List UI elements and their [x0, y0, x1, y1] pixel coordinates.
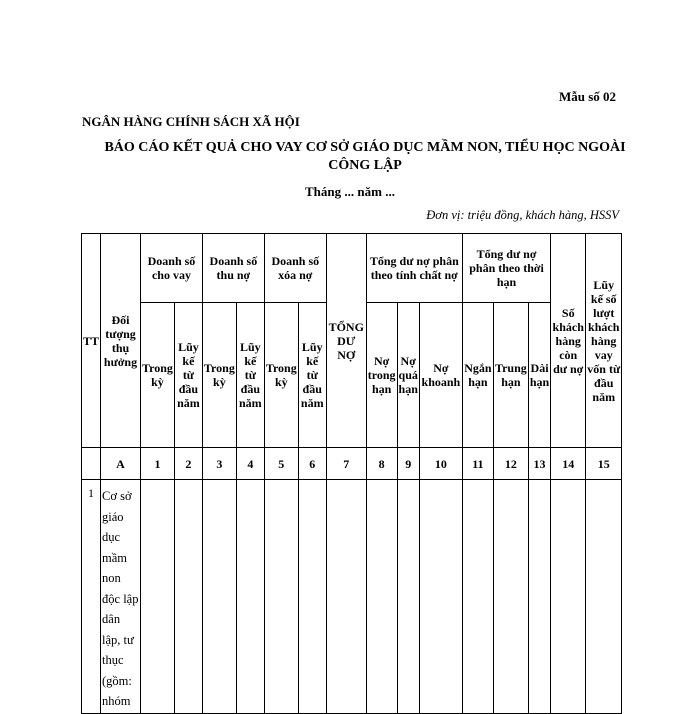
index-cell: 5	[264, 448, 298, 480]
unit-note: Đơn vị: triệu đồng, khách hàng, HSSV	[426, 208, 619, 222]
index-cell: 14	[551, 448, 586, 480]
group-collected-header: Doanh số thu nợ	[202, 234, 264, 303]
table-cell	[528, 480, 550, 714]
header-row-1	[82, 234, 622, 303]
index-cell: 1	[141, 448, 175, 480]
table-cell	[298, 480, 326, 714]
group-by-nature-header: Tổng dư nợ phân theo tính chất nợ	[366, 234, 462, 303]
index-cell: 8	[366, 448, 397, 480]
table-cell	[174, 480, 202, 714]
sub-in-term: Nợ trong hạn	[366, 303, 397, 448]
table-cell	[586, 480, 622, 714]
table-cell	[264, 480, 298, 714]
col-cumulative-borrowers-header: Lũy kế số lượt khách hàng vay vốn từ đầu năm	[586, 234, 622, 448]
table-cell	[551, 480, 586, 714]
sub-in-period-collected: Trong kỳ	[202, 303, 236, 448]
index-cell: 7	[326, 448, 366, 480]
form-number: Mẫu số 02	[558, 89, 616, 104]
index-cell: 9	[397, 448, 419, 480]
col-beneficiary-header: Đối tượng thụ hưởng	[101, 234, 141, 448]
index-cell: 3	[202, 448, 236, 480]
group-by-term-header: Tổng dư nợ phân theo thời hạn	[462, 234, 550, 303]
group-written-off-header: Doanh số xóa nợ	[264, 234, 326, 303]
group-disbursed-header: Doanh số cho vay	[141, 234, 203, 303]
report-table	[81, 233, 622, 714]
table-cell	[366, 480, 397, 714]
organization-name: NGÂN HÀNG CHÍNH SÁCH XÃ HỘI	[82, 114, 300, 129]
index-cell: 10	[419, 448, 462, 480]
sub-in-period-written-off: Trong kỳ	[264, 303, 298, 448]
index-cell: 6	[298, 448, 326, 480]
col-tt-header: TT	[82, 234, 101, 448]
index-cell: 2	[174, 448, 202, 480]
table-cell	[326, 480, 366, 714]
index-cell: 15	[586, 448, 622, 480]
col-total-outstanding-header: TỔNG DƯ NỢ	[326, 234, 366, 448]
sub-other: Nợ khoanh	[419, 303, 462, 448]
sub-overdue: Nợ quá hạn	[397, 303, 419, 448]
sub-long-term: Dài hạn	[528, 303, 550, 448]
table-cell	[202, 480, 236, 714]
sub-ytd-written-off: Lũy kế từ đầu năm	[298, 303, 326, 448]
sub-in-period-disbursed: Trong kỳ	[141, 303, 175, 448]
sub-short-term: Ngắn hạn	[462, 303, 493, 448]
table-cell	[236, 480, 264, 714]
row-stt: 1	[82, 480, 101, 714]
table-cell	[462, 480, 493, 714]
index-cell: 13	[528, 448, 550, 480]
table-row	[82, 480, 622, 714]
index-cell: 12	[493, 448, 528, 480]
index-cell	[82, 448, 101, 480]
sub-medium-term: Trung hạn	[493, 303, 528, 448]
index-cell: 11	[462, 448, 493, 480]
table-cell	[493, 480, 528, 714]
index-cell: 4	[236, 448, 264, 480]
sub-ytd-collected: Lũy kế từ đầu năm	[236, 303, 264, 448]
sub-ytd-disbursed: Lũy kế từ đầu năm	[174, 303, 202, 448]
index-cell: A	[101, 448, 141, 480]
table-cell	[397, 480, 419, 714]
table-cell	[419, 480, 462, 714]
report-period: Tháng ... năm ...	[305, 184, 395, 199]
table-cell	[141, 480, 175, 714]
index-row	[82, 448, 622, 480]
report-title: BÁO CÁO KẾT QUẢ CHO VAY CƠ SỞ GIÁO DỤC MẦM NON, TIỂU HỌC NGOÀI CÔNG LẬP	[104, 140, 626, 173]
col-customers-outstanding-header: Số khách hàng còn dư nợ	[551, 234, 586, 448]
row-beneficiary: Cơ sở giáo dục mầm non độc lập dân lập, tư thục (gồm: nhóm	[101, 480, 141, 714]
